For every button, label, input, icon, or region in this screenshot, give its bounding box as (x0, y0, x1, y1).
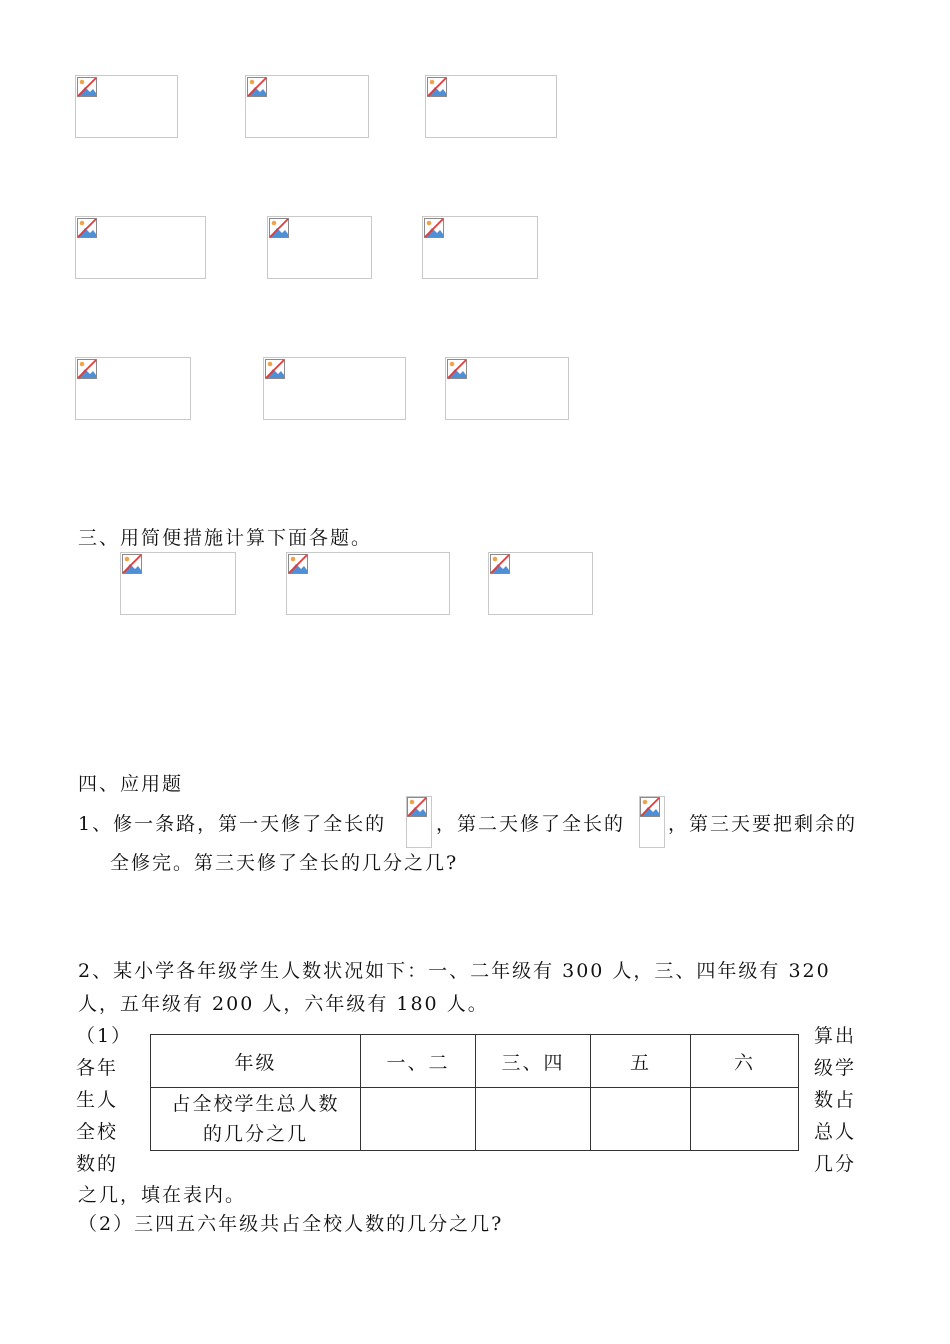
question-text: ，第三天要把剩余的 (668, 813, 858, 835)
image-placeholder (445, 357, 569, 420)
table-header-cell: 六 (691, 1035, 799, 1088)
broken-image-icon (640, 797, 660, 817)
text-fragment: 各年 (76, 1057, 119, 1079)
broken-image-icon (247, 77, 267, 97)
broken-image-icon (424, 218, 444, 238)
image-placeholder (422, 216, 538, 279)
broken-image-icon (77, 359, 97, 379)
question-text: 1、修一条路，第一天修了全长的 (78, 813, 387, 835)
question-text: （2）三四五六年级共占全校人数的几分之几? (78, 1213, 504, 1235)
section-heading: 四、应用题 (78, 773, 184, 795)
image-placeholder (245, 75, 369, 138)
image-placeholder (425, 75, 557, 138)
fraction-image (639, 796, 665, 848)
broken-image-icon (490, 554, 510, 574)
text-fragment: 数的 (76, 1153, 119, 1175)
text-fragment: 算出 (814, 1025, 857, 1047)
table-header-cell: 一、二 (361, 1035, 476, 1088)
text-fragment: 全校 (76, 1121, 119, 1143)
table-header-cell: 年级 (151, 1035, 361, 1088)
broken-image-icon (427, 77, 447, 97)
question-text: ，第二天修了全长的 (436, 813, 626, 835)
broken-image-icon (269, 218, 289, 238)
answer-cell[interactable] (361, 1088, 476, 1151)
text-fragment: 数占 (814, 1089, 857, 1111)
broken-image-icon (77, 77, 97, 97)
question-text: 人，五年级有 200 人，六年级有 180 人。 (78, 993, 489, 1015)
broken-image-icon (77, 218, 97, 238)
row-label-line: 的几分之几 (202, 1123, 308, 1145)
image-placeholder (488, 552, 593, 615)
image-placeholder (75, 216, 206, 279)
fraction-image (406, 796, 432, 848)
answer-cell[interactable] (591, 1088, 691, 1151)
broken-image-icon (447, 359, 467, 379)
table-header-cell: 五 (591, 1035, 691, 1088)
image-placeholder (267, 216, 372, 279)
text-fragment: 总人 (814, 1121, 857, 1143)
table-row-label (151, 1088, 361, 1151)
image-placeholder (263, 357, 406, 420)
text-fragment: 级学 (814, 1057, 857, 1079)
broken-image-icon (288, 554, 308, 574)
answer-cell[interactable] (691, 1088, 799, 1151)
wrapped-text-right (814, 1020, 856, 1180)
wrapped-text-left (76, 1020, 132, 1180)
question-text: 2、某小学各年级学生人数状况如下：一、二年级有 300 人，三、四年级有 320 (78, 960, 831, 982)
question-text: 之几，填在表内。 (78, 1184, 247, 1206)
text-fragment: 几分 (814, 1153, 857, 1175)
image-placeholder (120, 552, 236, 615)
table-header-cell: 三、四 (476, 1035, 591, 1088)
table-header-row (151, 1035, 799, 1088)
answer-cell[interactable] (476, 1088, 591, 1151)
table-row (151, 1088, 799, 1151)
broken-image-icon (122, 554, 142, 574)
image-placeholder (286, 552, 450, 615)
image-placeholder (75, 357, 191, 420)
text-fragment: （1） (76, 1025, 133, 1047)
text-fragment: 生人 (76, 1089, 119, 1111)
row-label-line: 占全校学生总人数 (171, 1093, 340, 1115)
question-text: 全修完。第三天修了全长的几分之几? (110, 852, 459, 874)
broken-image-icon (265, 359, 285, 379)
broken-image-icon (407, 797, 427, 817)
section-heading: 三、用简便措施计算下面各题。 (78, 527, 373, 549)
grade-fraction-table (150, 1034, 799, 1151)
image-placeholder (75, 75, 178, 138)
